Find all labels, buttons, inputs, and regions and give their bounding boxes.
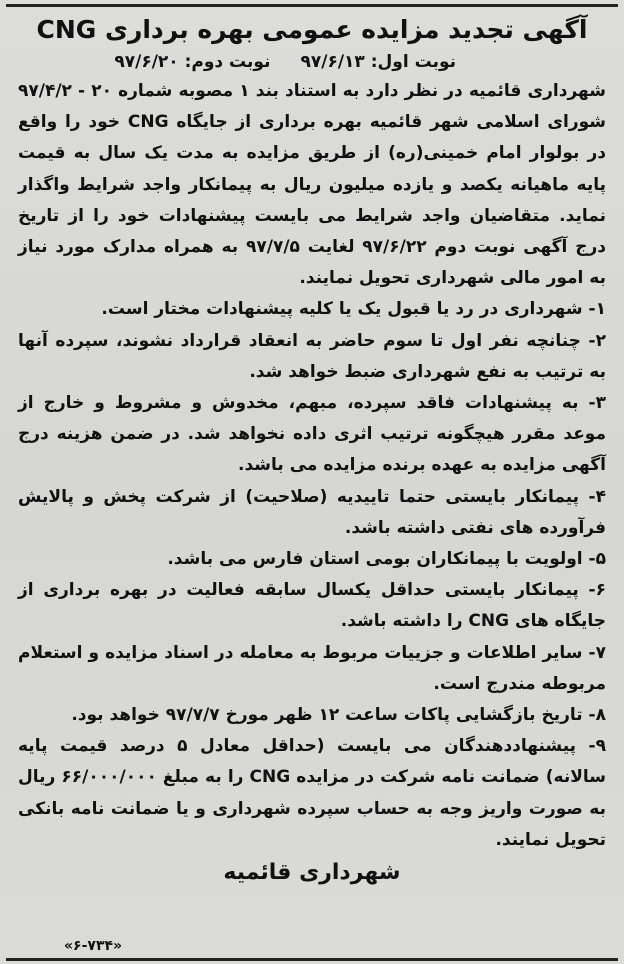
notice-title: آگهی تجدید مزایده عمومی بهره برداری CNG	[36, 15, 588, 44]
condition-item: ۶- پیمانکار بایستی حداقل یکسال سابقه فعالیت در بهره برداری از جایگاه های CNG را داشته باشد.	[18, 580, 606, 632]
intro-paragraph: شهرداری قائمیه در نظر دارد به استناد بند ۱ مصوبه شماره ۲۰ - ۹۷/۴/۲ شورای اسلامی شهر قائمیه بهره برداری از جایگاه CNG خود را واقع در بولوار امام خمینی(ره) از طریق مزایده به مدت یک سال به قیمت پایه ماهیانه یکصد و یازده میلیون ریال به پیمانکار واجد شرایط واگذار نماید. متقاضیان واجد شرایط می بایست پیشنهادات خود را از تاریخ درج آگهی نوبت دوم ۹۷/۶/۲۲ لغایت ۹۷/۷/۵ به همراه مدارک مورد نیاز به امور مالی شهرداری تحویل نمایند.	[18, 81, 606, 289]
issuer-signature: شهرداری قائمیه	[223, 860, 401, 886]
top-rule	[6, 4, 618, 7]
condition-item: ۲- چنانچه نفر اول تا سوم حاضر به انعقاد قرارداد نشوند، سپرده آنها به ترتیب به نفع شهرداری ضبط خواهد شد.	[18, 330, 606, 382]
notice-code: «۶-۷۳۴»	[64, 938, 123, 954]
first-round-date: نوبت اول: ۹۷/۶/۱۳	[300, 52, 456, 72]
condition-item: ۹- پیشنهاددهندگان می بایست (حداقل معادل ۵ درصد قیمت پایه سالانه) ضمانت نامه شرکت در مزایده CNG را به مبلغ ۶۶/۰۰۰/۰۰۰ ریال به صورت واریز وجه به حساب سپرده شهرداری و یا ضمانت نامه بانکی تحویل نمایند.	[18, 736, 606, 850]
bottom-rule	[6, 958, 618, 961]
notice-body	[18, 76, 606, 856]
condition-item: ۳- به پیشنهادات فاقد سپرده، مبهم، مخدوش و مشروط و خارج از موعد مقرر هیچگونه ترتیب اثری داده نخواهد شد. در ضمن هزینه درج آگهی مزایده به عهده برنده مزایده می باشد.	[18, 393, 606, 476]
second-round-date: نوبت دوم: ۹۷/۶/۲۰	[114, 52, 271, 72]
round-dates	[18, 48, 606, 76]
condition-item: ۸- تاریخ بازگشایی پاکات ساعت ۱۲ ظهر مورخ ۹۷/۷/۷ خواهد بود.	[71, 705, 606, 726]
condition-item: ۱- شهرداری در رد یا قبول یک یا کلیه پیشنهادات مختار است.	[101, 299, 606, 320]
condition-item: ۷- سایر اطلاعات و جزییات مربوط به معامله در اسناد مزایده و استعلام مربوطه مندرج است.	[18, 642, 606, 694]
condition-item: ۴- پیمانکار بایستی حتما تاییدیه (صلاحیت) از شرکت پخش و پالایش فرآورده های نفتی داشته باشد.	[18, 486, 606, 538]
condition-item: ۵- اولویت با پیمانکاران بومی استان فارس می باشد.	[167, 549, 606, 570]
